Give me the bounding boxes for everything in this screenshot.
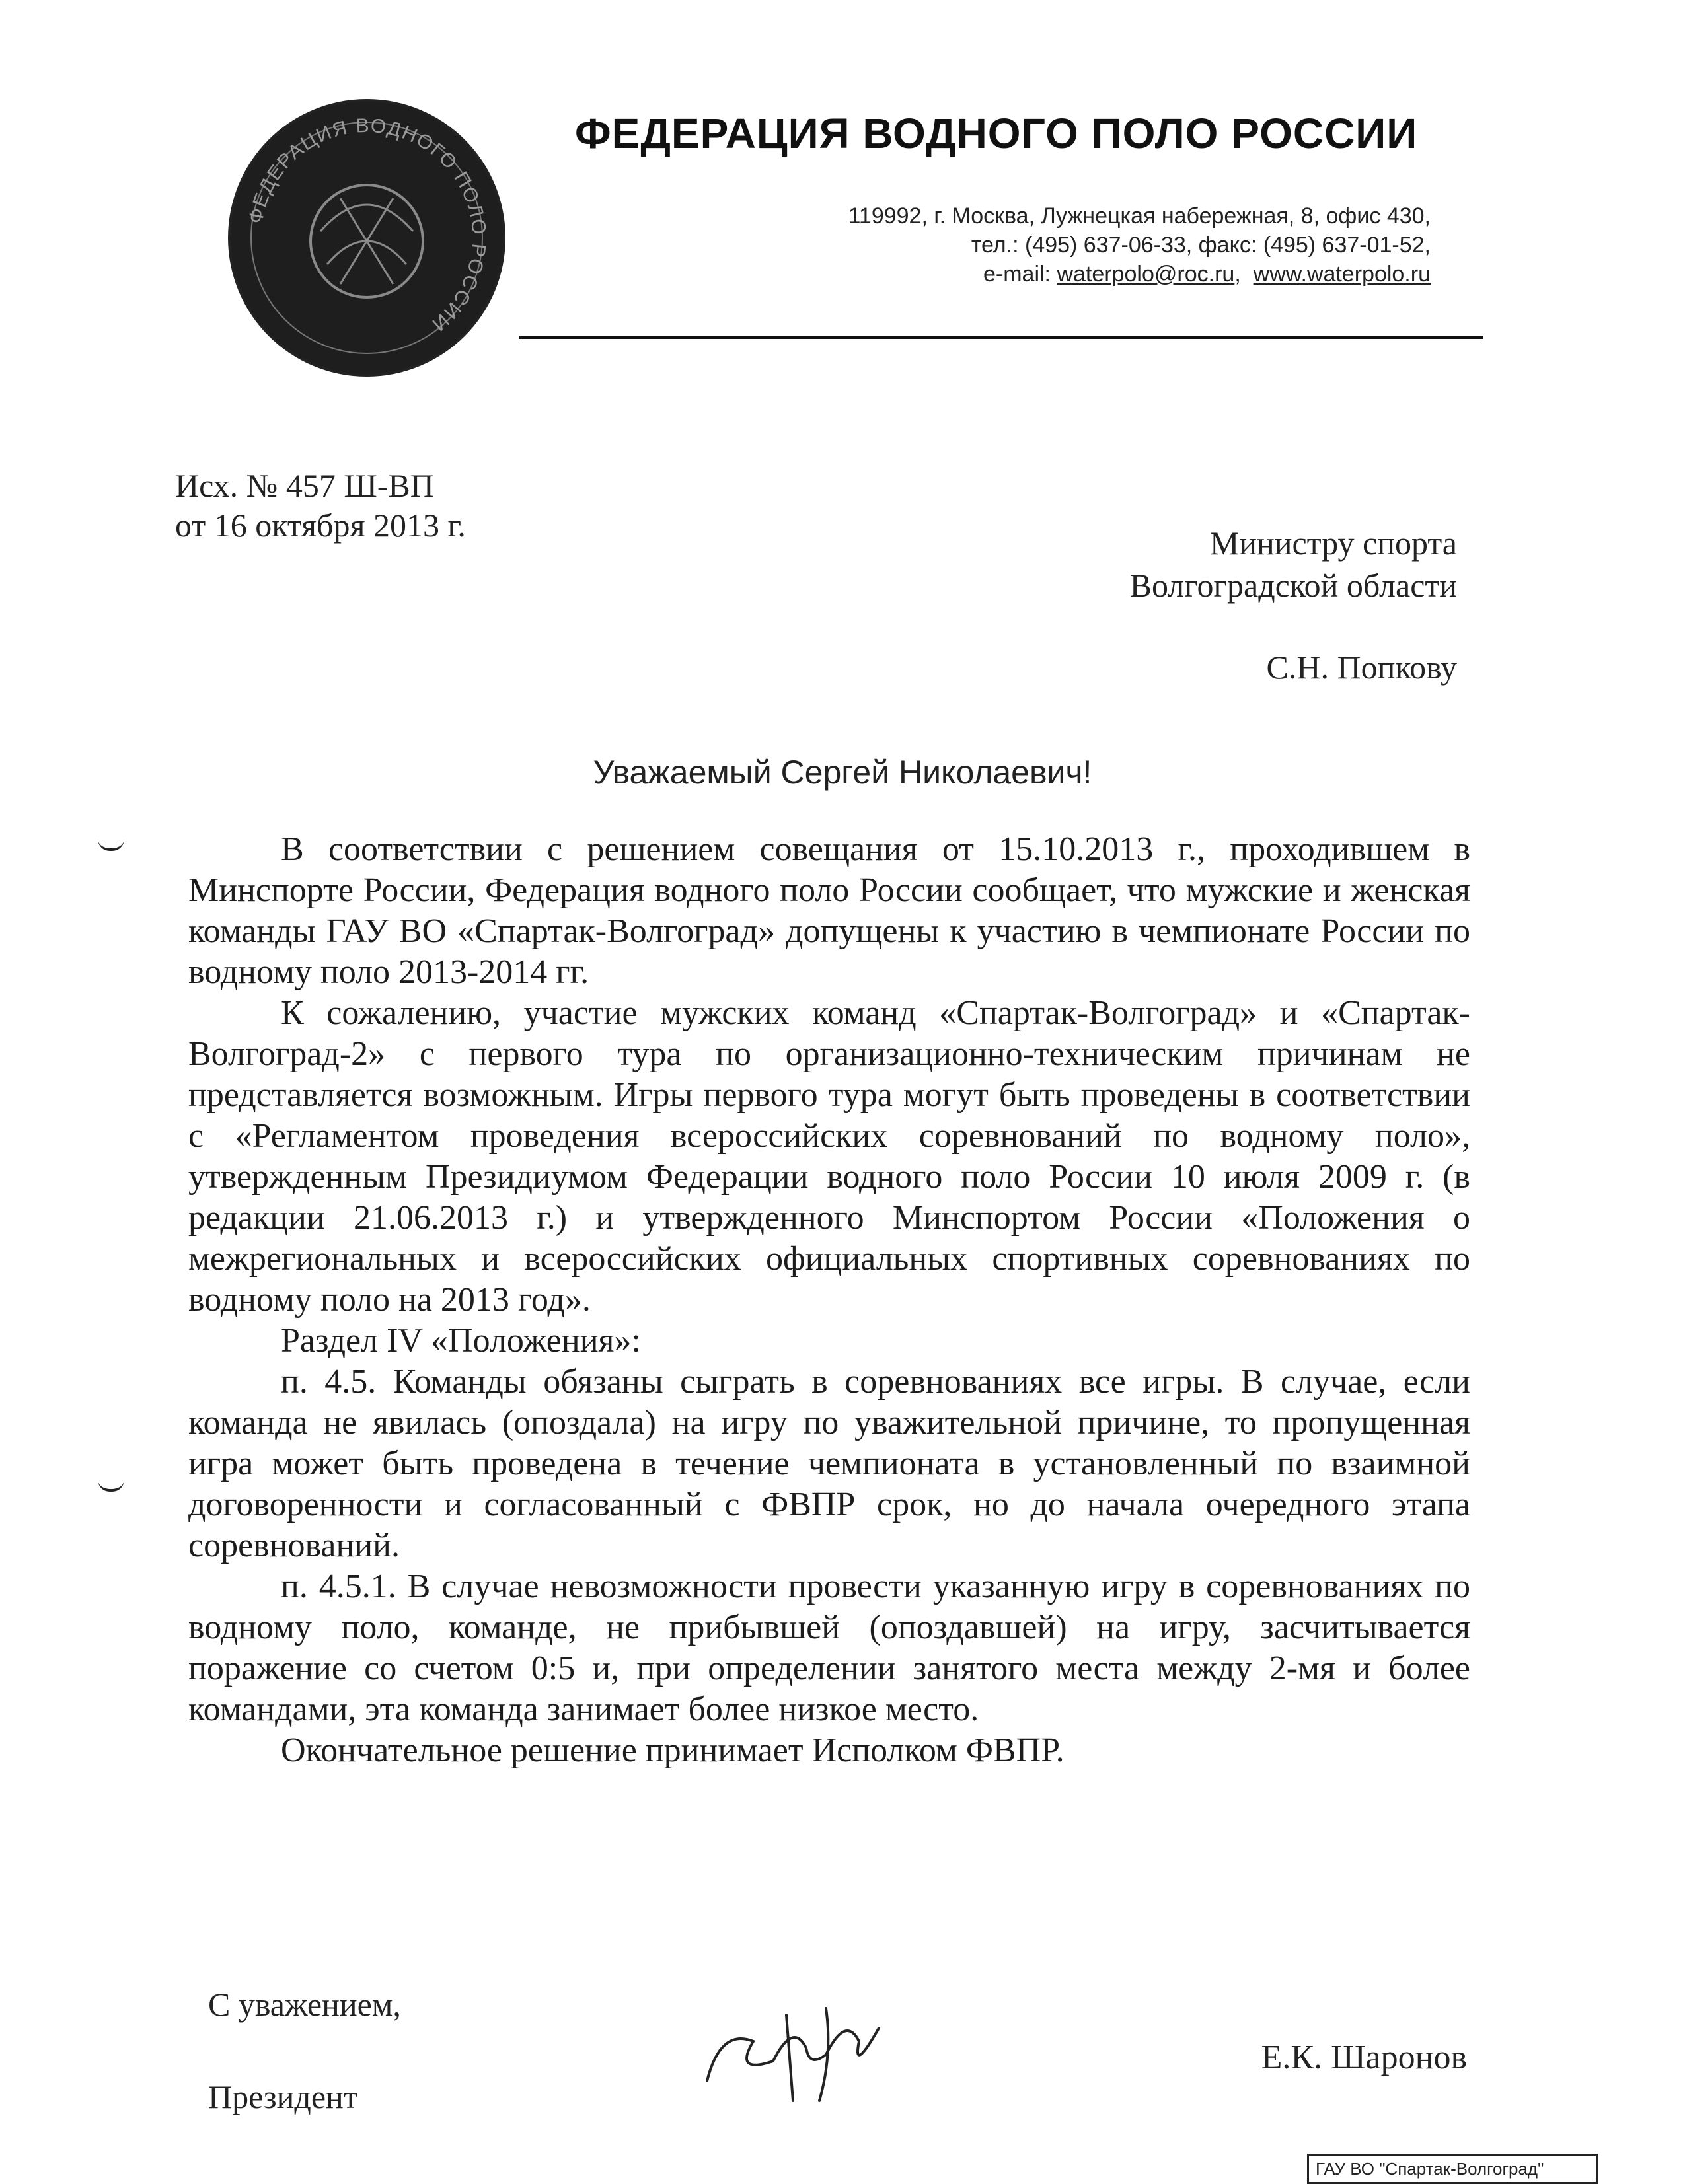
addressee-name: С.Н. Попкову	[1266, 649, 1457, 686]
addressee-region: Волгоградской области	[1129, 567, 1457, 604]
body-paragraph: п. 4.5. Команды обязаны сыграть в соревнованиях все игры. В случае, если команда не явилась (опоздала) на игру по уважительной причине, то пропущенная игра может быть проведена в течение чемпионата в установленный по взаимной договоренности и согласованный с ФВПР срок, но до начала очередного этапа соревнований.	[188, 1363, 1470, 1564]
website-link[interactable]: www.waterpolo.ru	[1253, 262, 1431, 287]
seal-text: ФЕДЕРАЦИЯ ВОДНОГО ПОЛО РОССИИ	[244, 114, 490, 336]
body-paragraph: п. 4.5.1. В случае невозможности провести указанную игру в соревнованиях по водному поло, команде, не прибывшей (опоздавшей) на игру, засчитывается поражение со счетом 0:5 и, при определении занятого места между 2-мя и более командами, эта команда занимает более низкое место.	[188, 1568, 1470, 1728]
letter-body	[188, 829, 1470, 1771]
addressee-title: Министру спорта	[1209, 525, 1457, 562]
outgoing-reference	[175, 466, 466, 545]
addressee-block	[1130, 522, 1457, 688]
body-paragraph: В соответствии с решением совещания от 15.10.2013 г., проходившем в Минспорте России, Федерация водного поло России сообщает, что мужские и женская команды ГАУ ВО «Спартак-Волгоград» допущены к участию в чемпионате России по водному поло 2013-2014 гг.	[188, 830, 1470, 991]
contact-block	[638, 201, 1431, 289]
body-paragraph: К сожалению, участие мужских команд «Спартак-Волгоград» и «Спартак-Волгоград-2» с первого тура по организационно-техническим причинам не представляется возможным. Игры первого тура могут быть проведены в соответствии с «Регламентом проведения всероссийских соревнований по водному поло», утвержденным Президиумом Федерации водного поло России 10 июля 2009 г. (в редакции 21.06.2013 г.) и утвержденного Минспортом России «Положения о межрегиональных и всероссийских официальных спортивных соревнованиях по водному поло на 2013 год».	[188, 994, 1470, 1319]
phone-line: тел.: (495) 637-06-33, факс: (495) 637-01-52,	[971, 233, 1431, 258]
email-label: e-mail:	[983, 262, 1057, 287]
salutation: Уважаемый Сергей Николаевич!	[593, 754, 1092, 791]
reference-number: Исх. № 457 Ш-ВП	[175, 467, 434, 504]
punch-hole-mark	[98, 1480, 124, 1492]
reference-date: от 16 октября 2013 г.	[175, 507, 466, 544]
organization-title: ФЕДЕРАЦИЯ ВОДНОГО ПОЛО РОССИИ	[575, 110, 1418, 157]
closing-phrase: С уважением,	[208, 1986, 401, 2023]
body-paragraph: Окончательное решение принимает Исполком ФВПР.	[281, 1731, 1065, 1769]
received-stamp: ГАУ ВО "Спартак-Волгоград"	[1307, 2154, 1598, 2184]
federation-seal	[228, 99, 506, 377]
email-link[interactable]: waterpolo@roc.ru	[1057, 262, 1235, 287]
email-line: e-mail: waterpolo@roc.ru, www.waterpolo.ru	[983, 262, 1431, 287]
signer-name: Е.К. Шаронов	[1261, 2039, 1467, 2076]
address-line: 119992, г. Москва, Лужнецкая набережная, 8, офис 430,	[848, 203, 1431, 229]
body-paragraph: Раздел IV «Положения»:	[281, 1322, 641, 1360]
header-divider	[519, 336, 1483, 339]
handwritten-signature	[694, 2002, 892, 2107]
signer-position: Президент	[208, 2078, 358, 2115]
seal-graphic	[228, 99, 506, 377]
punch-hole-mark	[98, 839, 124, 851]
